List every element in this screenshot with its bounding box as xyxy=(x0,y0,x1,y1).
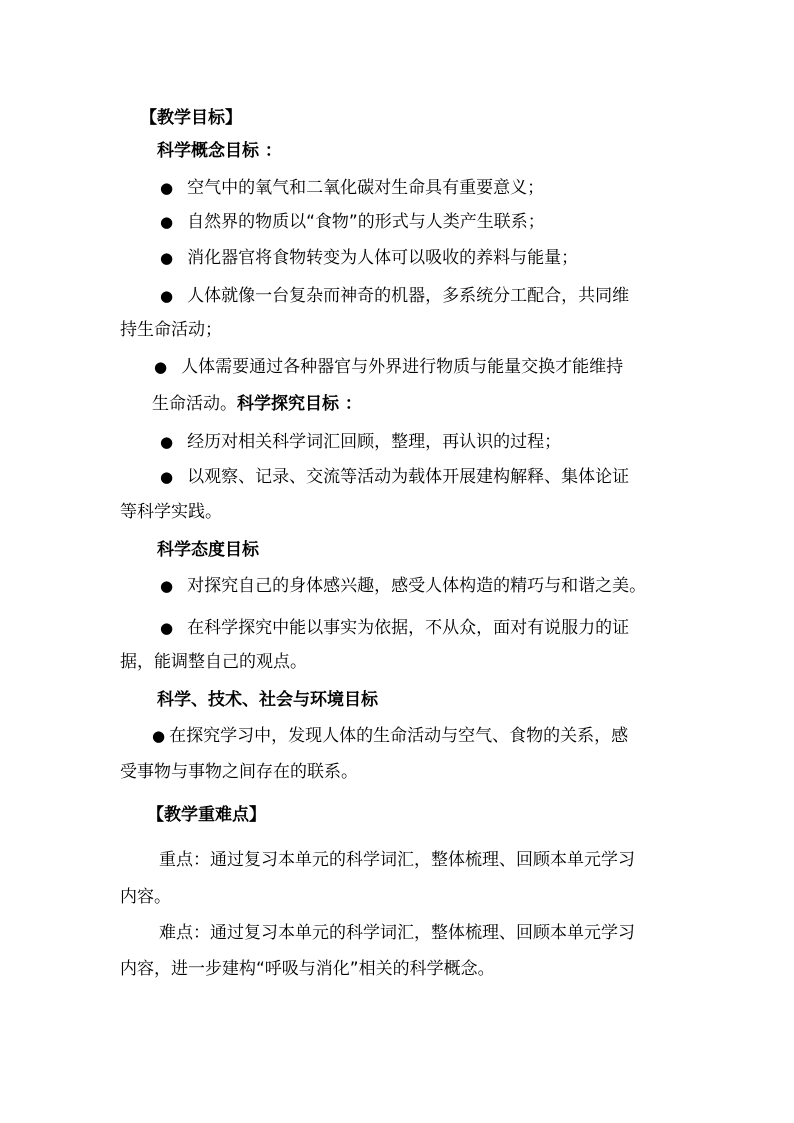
inquiry-goal-text: 以观察、记录、交流等活动为载体开展建构解释、集体论证 xyxy=(187,467,630,487)
bullet-icon: ● xyxy=(160,179,174,197)
inquiry-goals-heading: 科学探究目标 ： xyxy=(237,394,362,414)
bullet-icon: ● xyxy=(160,619,174,637)
concept-goal-text: 人体需要通过各种器官与外界进行物质与能量交换才能维持 xyxy=(181,357,624,377)
concept-goal-text: 自然界的物质以“食物”的形式与人类产生联系； xyxy=(187,212,545,232)
difficult-point-line: 难点：通过复习本单元的科学词汇，整体梳理、回顾本单元学习 xyxy=(159,923,635,943)
attitude-goal-continuation: 据，能调整自己的观点。 xyxy=(120,652,307,672)
concept-goal-item xyxy=(160,210,545,234)
inquiry-goal-continuation: 等科学实践。 xyxy=(120,502,222,522)
stse-goal-text: 在探究学习中，发现人体的生命活动与空气、食物的关系，感 xyxy=(169,726,629,746)
key-point-line: 重点：通过复习本单元的科学词汇，整体梳理、回顾本单元学习 xyxy=(159,850,635,870)
concept-goal-text: 人体就像一台复杂而神奇的机器，多系统分工配合，共同维 xyxy=(187,286,630,306)
concept-goal-item xyxy=(160,246,578,270)
bullet-icon: ● xyxy=(154,358,168,376)
concept-goal-text: 空气中的氧气和二氧化碳对生命具有重要意义； xyxy=(187,178,545,198)
teaching-goals-heading: 【教学目标】 xyxy=(140,108,242,128)
stse-goal-item xyxy=(152,724,628,748)
difficult-point-continuation: 内容，进一步建构“呼吸与消化”相关的科学概念。 xyxy=(120,959,495,979)
bullet-icon: ● xyxy=(160,287,174,305)
bullet-icon: ● xyxy=(160,433,174,451)
stse-goal-continuation: 受事物与事物之间存在的联系。 xyxy=(120,762,358,782)
inquiry-goal-text: 经历对相关科学词汇回顾，整理，再认识的过程； xyxy=(187,432,562,452)
concept-goal-text: 生命活动。 xyxy=(152,394,237,414)
key-difficult-points-heading: 【教学重难点】 xyxy=(147,805,266,825)
concept-goal-item xyxy=(160,284,629,308)
bullet-icon: ● xyxy=(152,727,166,745)
inquiry-goal-item xyxy=(160,430,561,454)
attitude-goal-text: 在科学探究中能以事实为依据，不从众，面对有说服力的证 xyxy=(187,618,630,638)
concept-goal-continuation xyxy=(152,392,362,416)
concept-goal-item xyxy=(160,176,544,200)
key-point-continuation: 内容。 xyxy=(120,887,171,907)
stse-goals-heading: 科学、技术、社会与环境目标 xyxy=(157,690,378,710)
inquiry-goal-item xyxy=(160,465,629,489)
bullet-icon: ● xyxy=(160,468,174,486)
attitude-goal-item xyxy=(160,574,646,598)
attitude-goals-heading: 科学态度目标 xyxy=(157,540,259,560)
concept-goal-item xyxy=(154,355,623,379)
bullet-icon: ● xyxy=(160,249,174,267)
bullet-icon: ● xyxy=(160,577,174,595)
concept-goal-text: 消化器官将食物转变为人体可以吸收的养料与能量； xyxy=(187,248,579,268)
bullet-icon: ● xyxy=(160,213,174,231)
concept-goal-continuation: 持生命活动； xyxy=(120,320,222,340)
attitude-goal-text: 对探究自己的身体感兴趣，感受人体构造的精巧与和谐之美。 xyxy=(187,576,647,596)
concept-goals-heading: 科学概念目标 ： xyxy=(157,141,282,161)
attitude-goal-item xyxy=(160,616,629,640)
